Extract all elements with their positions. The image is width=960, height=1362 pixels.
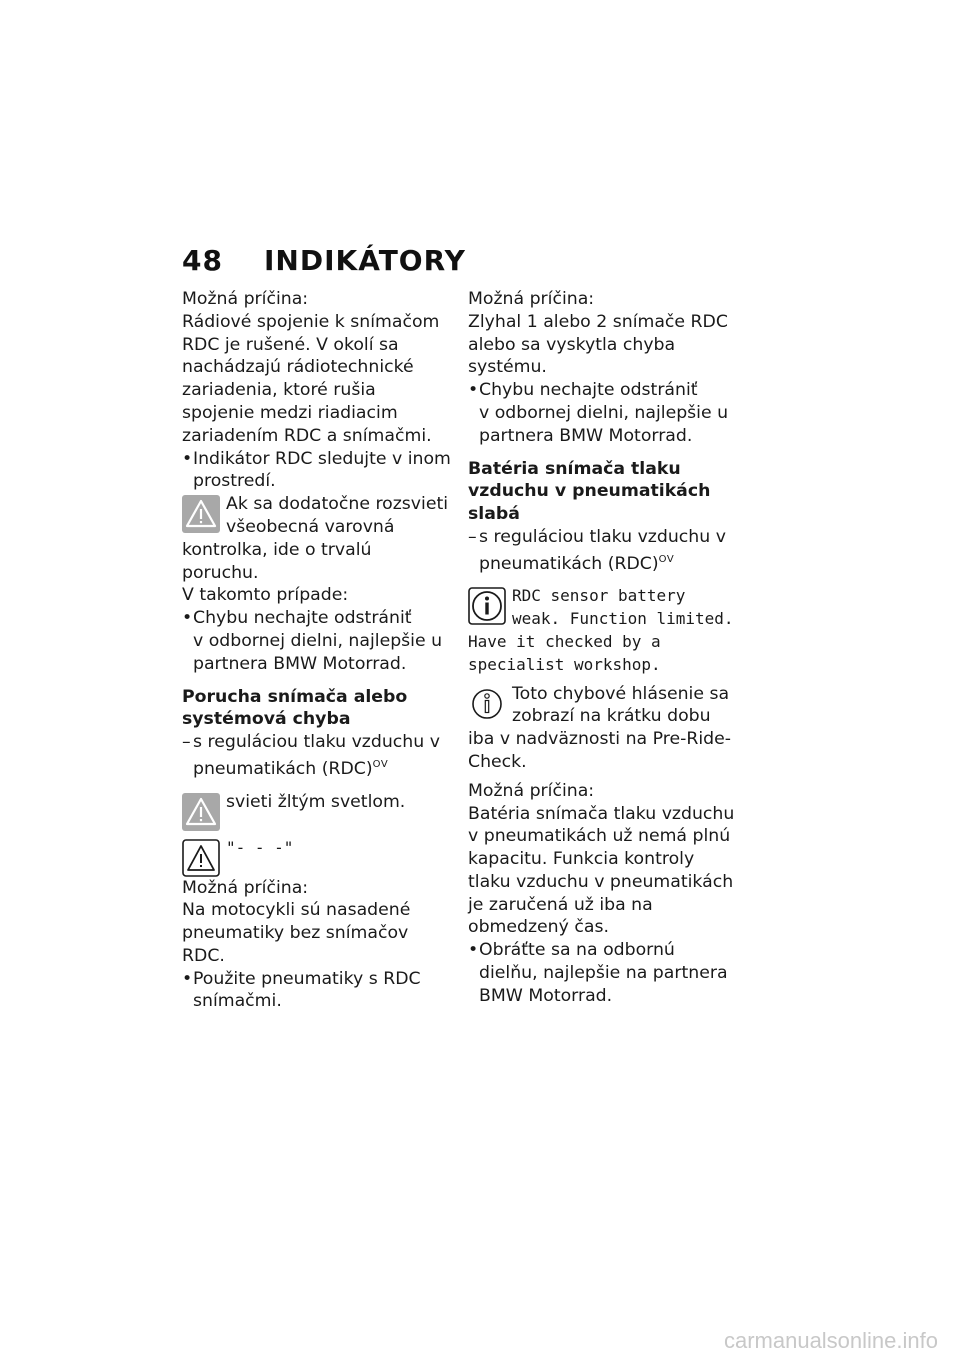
page-header: [182, 244, 466, 277]
case-label: V takomto prípade:: [182, 585, 349, 606]
equipment-superscript: OV: [372, 758, 389, 770]
cause-text: Rádiové spojenie k snímačom RDC je rušené. V okolí sa nachádzajú rádiotechnické zariadenia, ktoré rušia spojenie medzi riadiacim zariadením RDC a snímačmi.: [182, 311, 440, 446]
left-column: [182, 288, 452, 1013]
equipment-superscript: OV: [658, 553, 675, 565]
instruction-continuation: v odbornej dielni, najlepšie u partnera BMW Motorrad.: [479, 402, 729, 446]
display-message: RDC sensor battery weak. Function limited. Have it checked by a specialist workshop.: [468, 586, 734, 674]
cause-text: Batéria snímača tlaku vzduchu v pneumatikách už nemá plnú kapacitu. Funkcia kontroly tlaku vzduchu v pneumatikách je zaručená už iba na obmedzený čas.: [468, 803, 735, 938]
warning-triangle-outline-icon: [182, 839, 220, 877]
yellow-light-note: [182, 791, 452, 831]
warning-text: Ak sa dodatočne rozsvieti všeobecná varovná kontrolka, ide o trvalú poruchu.: [182, 494, 449, 583]
page-number: 48: [182, 244, 223, 277]
equipment-note: [182, 731, 452, 780]
info-icon: [468, 587, 506, 625]
instruction-item: • Chybu nechajte odstrániť: [468, 379, 738, 402]
equipment-text: s reguláciou tlaku vzduchu v pneumatikách (RDC): [193, 732, 440, 779]
cause-label: Možná príčina:: [182, 289, 309, 309]
section-heading: Batéria snímača tlaku vzduchu v pneumatikách slabá: [468, 458, 711, 525]
instruction-item: • Obráťte sa na odbornú dielňu, najlepšie na partnera BMW Motorrad.: [468, 939, 738, 1007]
section-heading: Porucha snímača alebo systémová chyba: [182, 686, 408, 730]
cause-label: Možná príčina:: [182, 877, 309, 898]
cause-text: Zlyhal 1 alebo 2 snímače RDC alebo sa vyskytla chyba systému.: [468, 311, 728, 378]
cause-label: Možná príčina:: [468, 780, 595, 801]
dash-mark: –: [182, 732, 191, 753]
info-note: [468, 683, 738, 774]
display-message-note: [468, 585, 738, 676]
cause-label: Možná príčina:: [468, 289, 595, 309]
info-text: Toto chybové hlásenie sa zobrazí na krátku dobu iba v nadväznosti na Pre-Ride-Check.: [468, 683, 731, 772]
warning-triangle-icon: [182, 495, 220, 533]
yellow-light-text: svieti žltým svetlom.: [226, 791, 406, 812]
equipment-note: [468, 526, 738, 575]
right-column: [468, 288, 738, 1008]
equipment-text: s reguláciou tlaku vzduchu v pneumatikách (RDC): [479, 526, 726, 574]
display-note: [182, 837, 452, 877]
cause-text: Na motocykli sú nasadené pneumatiky bez snímačov RDC.: [182, 900, 411, 966]
instruction-item: • Chybu nechajte odstrániť: [182, 607, 452, 630]
display-readout: "- - -": [226, 837, 294, 857]
instruction-item: • Použite pneumatiky s RDC snímačmi.: [182, 968, 452, 1014]
instruction-continuation: v odbornej dielni, najlepšie u partnera BMW Motorrad.: [193, 630, 443, 674]
instruction-item: • Indikátor RDC sledujte v inom prostredí.: [182, 448, 452, 494]
warning-triangle-icon: [182, 793, 220, 831]
page-title: INDIKÁTORY: [264, 244, 466, 277]
info-icon: [468, 685, 506, 723]
dash-mark: –: [468, 526, 477, 547]
watermark: carmanualsonline.info: [723, 1328, 938, 1353]
warning-note: [182, 493, 452, 584]
